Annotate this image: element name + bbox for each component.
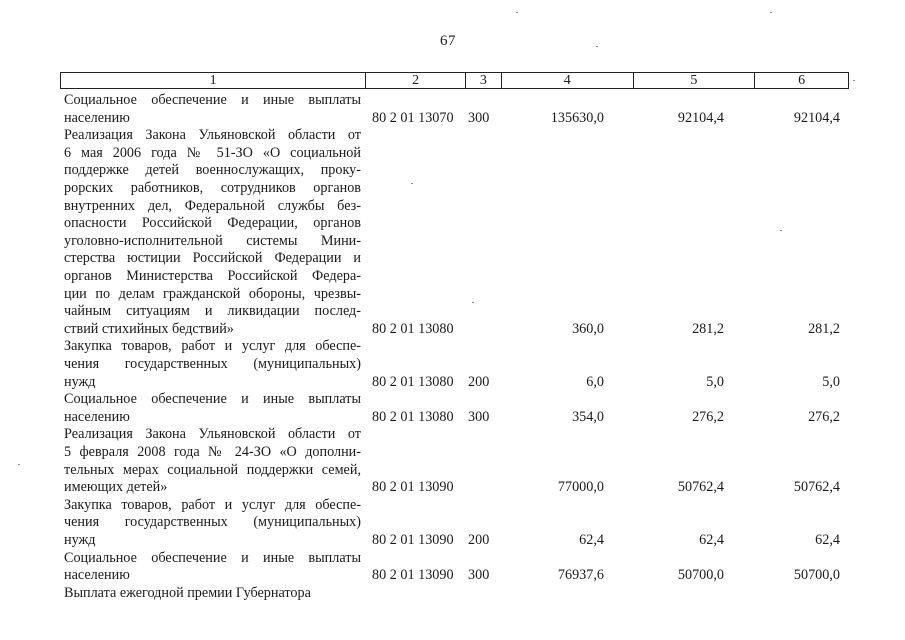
table-row — [0, 585, 905, 603]
amount-col4: 360,0 — [572, 320, 604, 337]
expense-type: 300 — [468, 109, 490, 126]
description-line: опасности Российской Федерации, органов — [64, 215, 361, 232]
amount-col5: 62,4 — [699, 531, 724, 548]
scan-speck — [770, 12, 772, 13]
page-number: 67 — [440, 33, 456, 49]
description-line: Реализация Закона Ульяновской области от — [64, 127, 361, 144]
amount-col5: 5,0 — [706, 373, 724, 390]
description-line: Социальное обеспечение и иные выплаты — [64, 391, 361, 408]
description-line: рорских работников, сотрудников органов — [64, 179, 361, 196]
table-row — [0, 426, 905, 496]
description-line: уголовно-исполнительной системы Мини- — [64, 232, 361, 249]
description-line: нужд — [64, 531, 96, 548]
amount-col6: 62,4 — [815, 531, 840, 548]
budget-code: 80 2 01 13090 — [372, 479, 454, 496]
header-cell-4: 4 — [502, 73, 634, 88]
amount-col4: 76937,6 — [557, 567, 604, 584]
scan-speck — [516, 12, 518, 13]
description-line: имеющих детей» — [64, 479, 168, 496]
scan-speck — [780, 230, 782, 231]
amount-col5: 50700,0 — [677, 567, 724, 584]
budget-code: 80 2 01 13080 — [372, 373, 454, 390]
scan-speck — [472, 302, 474, 303]
header-cell-5: 5 — [634, 73, 756, 88]
table-row — [0, 338, 905, 391]
table-row — [0, 92, 905, 127]
scan-speck — [596, 46, 598, 47]
row-description — [64, 585, 361, 603]
description-line: стерства юстиции Российской Федерации и — [64, 250, 361, 267]
amount-col6: 50700,0 — [793, 567, 840, 584]
budget-code: 80 2 01 13090 — [372, 567, 454, 584]
description-line: чения государственных (муниципальных) — [64, 355, 361, 372]
description-line: ции по делам гражданской обороны, чрезвы- — [64, 285, 361, 302]
description-line: тельных мерах социальной поддержки семей, — [64, 461, 361, 478]
scan-speck — [853, 80, 855, 81]
amount-col4: 354,0 — [572, 408, 604, 425]
description-line: поддержке детей военнослужащих, проку- — [64, 162, 361, 179]
expense-type: 200 — [468, 531, 490, 548]
description-line: Закупка товаров, работ и услуг для обеспе- — [64, 496, 361, 513]
row-description — [64, 497, 361, 550]
expense-type: 300 — [468, 567, 490, 584]
description-line: населению — [64, 567, 130, 584]
amount-col4: 77000,0 — [557, 479, 604, 496]
amount-col5: 50762,4 — [677, 479, 724, 496]
description-line: Закупка товаров, работ и услуг для обеспе- — [64, 338, 361, 355]
description-line: 5 февраля 2008 года № 24-ЗО «О дополни- — [64, 443, 361, 460]
header-cell-3: 3 — [466, 73, 502, 88]
description-line: Выплата ежегодной премии Губернатора — [64, 584, 311, 601]
expense-type: 300 — [468, 408, 490, 425]
description-line: Реализация Закона Ульяновской области от — [64, 426, 361, 443]
header-cell-1: 1 — [61, 73, 366, 88]
description-line: 6 мая 2006 года № 51-ЗО «О социальной — [64, 144, 361, 161]
amount-col5: 281,2 — [692, 320, 724, 337]
description-line: населению — [64, 109, 130, 126]
row-description — [64, 92, 361, 127]
scan-speck — [411, 183, 413, 184]
amount-col6: 281,2 — [808, 320, 840, 337]
amount-col6: 50762,4 — [793, 479, 840, 496]
table-row — [0, 550, 905, 585]
table-row — [0, 497, 905, 550]
scan-speck — [18, 464, 20, 465]
budget-code: 80 2 01 13090 — [372, 531, 454, 548]
amount-col4: 6,0 — [586, 373, 604, 390]
table-row — [0, 391, 905, 426]
budget-code: 80 2 01 13070 — [372, 109, 454, 126]
header-cell-6: 6 — [798, 73, 806, 88]
description-line: Социальное обеспечение и иные выплаты — [64, 549, 361, 566]
description-line: органов Министерства Российской Федера- — [64, 267, 361, 284]
amount-col6: 5,0 — [822, 373, 840, 390]
expense-type: 200 — [468, 373, 490, 390]
row-description — [64, 338, 361, 391]
budget-code: 80 2 01 13080 — [372, 408, 454, 425]
table-row — [0, 127, 905, 338]
row-description — [64, 550, 361, 585]
description-line: населению — [64, 408, 130, 425]
description-line: ствий стихийных бедствий» — [64, 320, 234, 337]
description-line: чайным ситуациям и ликвидации послед- — [64, 303, 361, 320]
row-description — [64, 127, 361, 338]
row-description — [64, 426, 361, 496]
description-line: внутренних дел, Федеральной службы без- — [64, 197, 361, 214]
amount-col5: 92104,4 — [677, 109, 724, 126]
description-line: чения государственных (муниципальных) — [64, 514, 361, 531]
budget-code: 80 2 01 13080 — [372, 320, 454, 337]
amount-col4: 135630,0 — [550, 109, 604, 126]
table-header-row — [60, 72, 849, 89]
amount-col6: 276,2 — [808, 408, 840, 425]
description-line: Социальное обеспечение и иные выплаты — [64, 92, 361, 108]
amount-col4: 62,4 — [579, 531, 604, 548]
amount-col5: 276,2 — [692, 408, 724, 425]
description-line: нужд — [64, 373, 96, 390]
header-cell-2: 2 — [366, 73, 466, 88]
amount-col6: 92104,4 — [793, 109, 840, 126]
row-description — [64, 391, 361, 426]
